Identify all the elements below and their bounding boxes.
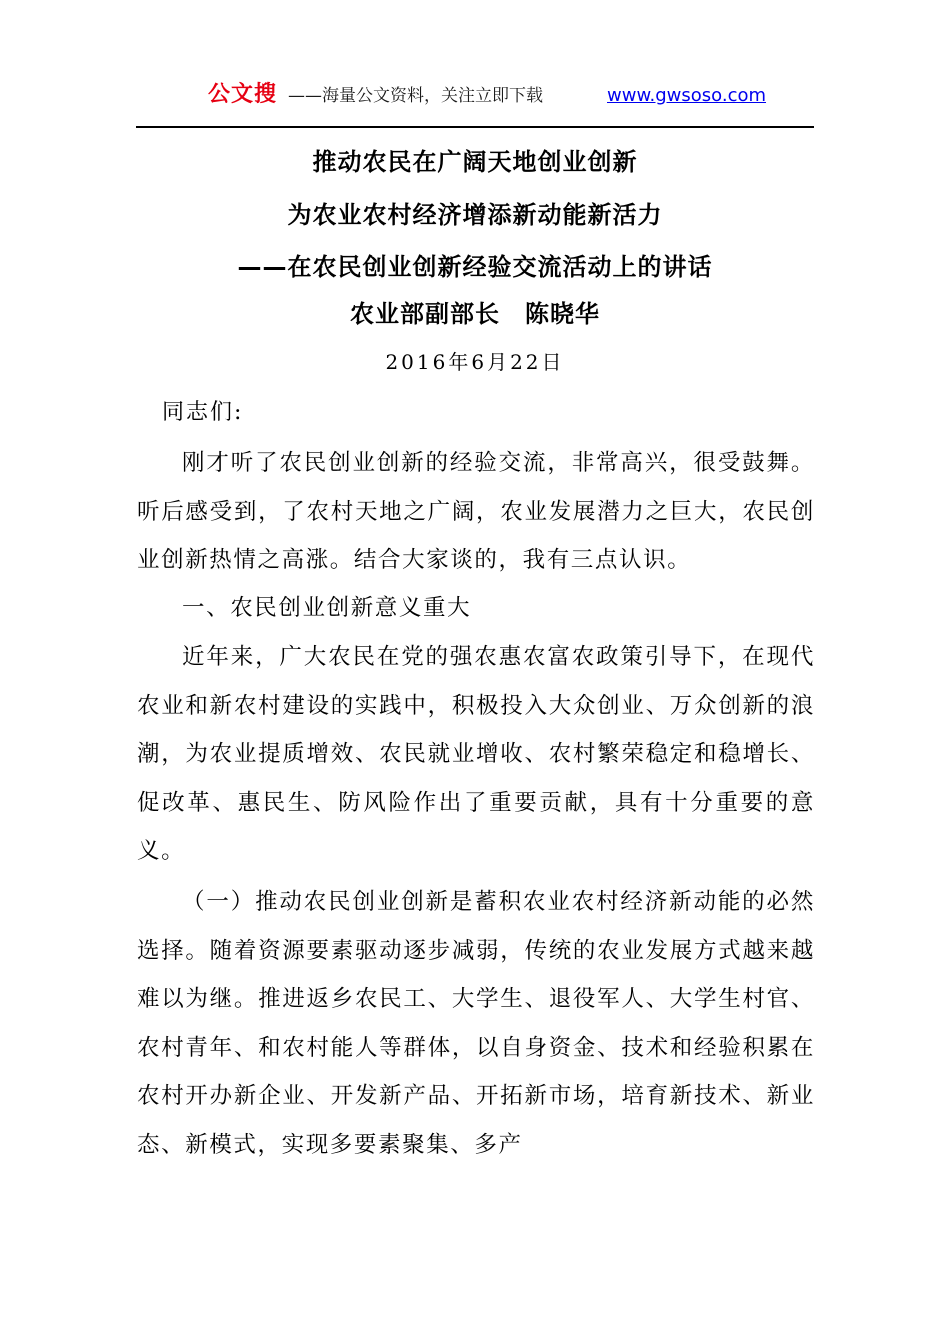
paragraph-intro: 刚才听了农民创业创新的经验交流，非常高兴，很受鼓舞。听后感受到，了农村天地之广阔，农业发展潜力之巨大，农民创业创新热情之高涨。结合大家谈的，我有三点认识。 <box>137 450 815 574</box>
document-title-line-1: 推动农民在广阔天地创业创新 <box>312 148 638 176</box>
paragraph-section-1: 近年来，广大农民在党的强农惠农富农政策引导下，在现代农业和新农村建设的实践中，积极投入大众创业、万众创新的浪潮，为农业提质增效、农民就业增收、农村繁荣稳定和稳增长、促改革、惠民生、防风险作出了重要贡献，具有十分重要的意义。 <box>137 644 815 865</box>
header-slogan: ——海量公文资料，关注立即下载 <box>288 86 543 106</box>
document-title-line-2: 为农业农村经济增添新动能新活力 <box>287 201 663 229</box>
salutation: 同志们: <box>162 400 244 425</box>
header-divider <box>136 126 814 128</box>
document-author: 农业部副部长 陈晓华 <box>350 300 600 328</box>
section-heading-1: 一、农民创业创新意义重大 <box>182 595 472 621</box>
brand-logo-text: 公文搜 <box>208 82 278 107</box>
document-subtitle: ——在农民创业创新经验交流活动上的讲话 <box>237 253 713 281</box>
site-link[interactable]: www.gwsoso.com <box>607 85 767 106</box>
document-date: 2016年6月22日 <box>385 350 565 374</box>
paragraph-point-1: （一）推动农民创业创新是蓄积农业农村经济新动能的必然选择。随着资源要素驱动逐步减弱，传统的农业发展方式越来越难以为继。推进返乡农民工、大学生、退役军人、大学生村官、农村青年、和农村能人等群体，以自身资金、技术和经验积累在农村开办新企业、开发新产品、开拓新市场，培育新技术、新业态、新模式，实现多要素聚集、多产 <box>137 889 815 1158</box>
page-header <box>0 80 950 116</box>
